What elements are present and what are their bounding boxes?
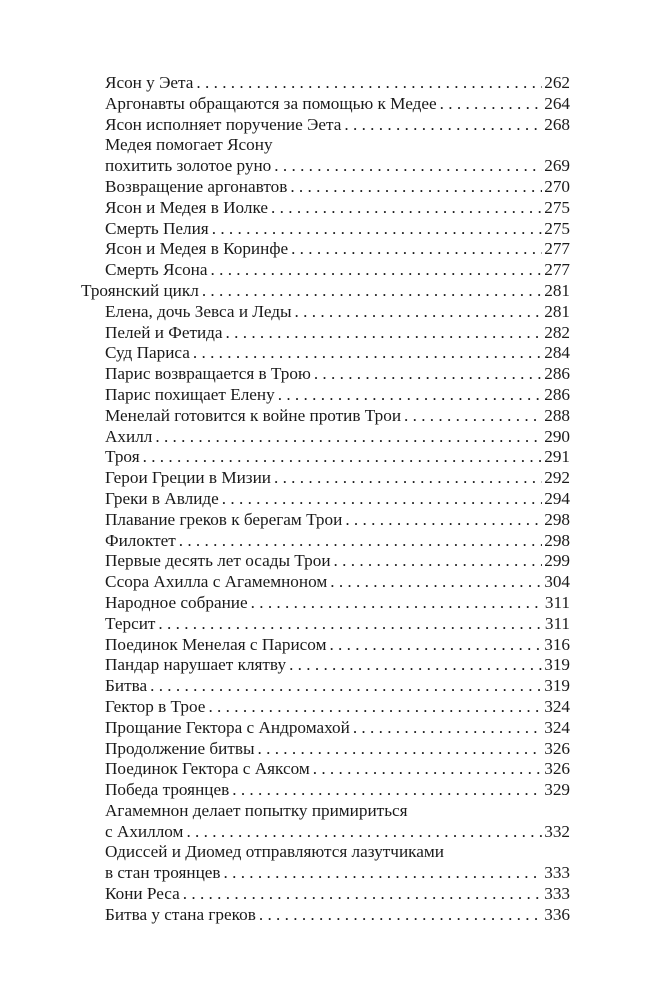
- toc-entry: [81, 655, 570, 676]
- dot-leader: [268, 198, 542, 219]
- toc-entry-title: Елена, дочь Зевса и Леды: [105, 301, 292, 321]
- toc-entry-title: Ахилл: [105, 426, 153, 446]
- dot-leader: [193, 73, 542, 94]
- toc-entry-title: Битва у стана греков: [105, 904, 256, 924]
- toc-entry-title: Кони Реса: [105, 884, 180, 904]
- dot-leader: [350, 718, 542, 739]
- toc-entry: [81, 343, 570, 364]
- toc-entry-title: Троянский цикл: [81, 280, 199, 300]
- dot-leader: [221, 863, 543, 884]
- toc-entry: [81, 364, 570, 385]
- dot-leader: [256, 905, 542, 926]
- toc-entry-line: [105, 73, 570, 94]
- toc-entry-page-number: 324: [544, 696, 570, 716]
- dot-leader: [180, 884, 542, 905]
- toc-entry-page-number: 304: [544, 572, 570, 592]
- toc-entry-line: [105, 94, 570, 115]
- toc-entry-line: [105, 593, 570, 614]
- toc-entry-title: с Ахиллом: [105, 821, 184, 841]
- toc-entry-line: [105, 780, 570, 801]
- dot-leader: [229, 780, 542, 801]
- toc-entry-title: Парис похищает Елену: [105, 384, 275, 404]
- toc-entry-title: в стан троянцев: [105, 863, 221, 883]
- toc-entry: [81, 780, 570, 801]
- toc-entry-line: [105, 759, 570, 780]
- toc-entry-title: Продолжение битвы: [105, 738, 255, 758]
- dot-leader: [176, 531, 542, 552]
- toc-entry-line: [81, 281, 570, 302]
- toc-entry-line: [105, 635, 570, 656]
- toc-entry-line: [105, 385, 570, 406]
- toc-entry-page-number: 298: [544, 530, 570, 550]
- dot-leader: [155, 614, 542, 635]
- toc-entry: [81, 239, 570, 260]
- toc-entry: [81, 551, 570, 572]
- toc-entry-title: Победа троянцев: [105, 780, 230, 800]
- toc-entry-title: Парис возвращается в Трою: [105, 364, 311, 384]
- toc-entry-page-number: 324: [544, 717, 570, 737]
- dot-leader: [255, 739, 543, 760]
- toc-entry-page-number: 281: [544, 280, 570, 300]
- dot-leader: [209, 219, 543, 240]
- dot-leader: [342, 510, 542, 531]
- toc-entry-page-number: 311: [544, 592, 570, 612]
- toc-entry: [81, 531, 570, 552]
- toc-entry-page-number: 275: [544, 197, 570, 217]
- dot-leader: [147, 676, 542, 697]
- toc-entry: [81, 842, 570, 884]
- dot-leader: [205, 697, 542, 718]
- toc-entry-title: Поединок Менелая с Парисом: [105, 634, 327, 654]
- toc-entry-title-line1: Медея помогает Ясону: [105, 135, 273, 155]
- toc-entry-title: Троя: [105, 447, 140, 467]
- toc-entry-line: [105, 551, 570, 572]
- dot-leader: [311, 364, 542, 385]
- toc-entry: [81, 489, 570, 510]
- toc-entry: [81, 614, 570, 635]
- toc-entry-title: Смерть Ясона: [105, 260, 208, 280]
- toc-entry: [81, 510, 570, 531]
- toc-entry-line: [105, 531, 570, 552]
- toc-entry-line: [105, 323, 570, 344]
- table-of-contents: [81, 73, 570, 926]
- toc-entry: [81, 447, 570, 468]
- toc-entry-page-number: 275: [544, 218, 570, 238]
- dot-leader: [208, 260, 543, 281]
- toc-entry-title: Филоктет: [105, 530, 176, 550]
- toc-entry: [81, 635, 570, 656]
- toc-entry-title: Менелай готовится к войне против Трои: [105, 405, 402, 425]
- toc-entry-line: [105, 198, 570, 219]
- toc-entry-line: [105, 655, 570, 676]
- toc-entry-line: [105, 489, 570, 510]
- dot-leader: [401, 406, 542, 427]
- toc-entry-title: Герои Греции в Мизии: [105, 468, 271, 488]
- toc-entry-line: [105, 343, 570, 364]
- dot-leader: [271, 468, 542, 489]
- toc-entry-title: Пелей и Фетида: [105, 322, 223, 342]
- toc-entry: [81, 219, 570, 240]
- toc-entry-page-number: 282: [544, 322, 570, 342]
- toc-entry-line: [105, 822, 570, 843]
- toc-entry-page-number: 284: [544, 343, 570, 363]
- dot-leader: [286, 655, 542, 676]
- toc-entry-page-number: 288: [544, 405, 570, 425]
- toc-entry-title: Возвращение аргонавтов: [105, 176, 288, 196]
- toc-entry: [81, 884, 570, 905]
- toc-entry-page-number: 333: [544, 863, 570, 883]
- toc-entry: [81, 905, 570, 926]
- toc-entry: [81, 323, 570, 344]
- dot-leader: [327, 572, 542, 593]
- toc-entry-page-number: 264: [544, 93, 570, 113]
- dot-leader: [287, 177, 542, 198]
- toc-entry: [81, 718, 570, 739]
- toc-entry-line: [105, 364, 570, 385]
- toc-entry: [81, 115, 570, 136]
- toc-entry-page-number: 299: [544, 551, 570, 571]
- dot-leader: [152, 427, 542, 448]
- dot-leader: [271, 156, 542, 177]
- toc-entry-line: [105, 510, 570, 531]
- toc-entry: [81, 135, 570, 177]
- toc-entry: [81, 739, 570, 760]
- dot-leader: [219, 489, 542, 510]
- toc-entry-page-number: 311: [544, 613, 570, 633]
- toc-entry-page-number: 333: [544, 884, 570, 904]
- dot-leader: [248, 593, 543, 614]
- toc-entry-line: [105, 156, 570, 177]
- toc-entry: [81, 198, 570, 219]
- toc-entry-line: [105, 447, 570, 468]
- dot-leader: [331, 551, 543, 572]
- toc-entry-title: Плавание греков к берегам Трои: [105, 509, 343, 529]
- toc-entry-title: Аргонавты обращаются за помощью к Медее: [105, 93, 437, 113]
- dot-leader: [326, 635, 542, 656]
- toc-entry: [81, 260, 570, 281]
- toc-entry-line: [105, 676, 570, 697]
- toc-entry-title: Битва: [105, 676, 148, 696]
- toc-entry: [81, 427, 570, 448]
- toc-entry-page-number: 286: [544, 364, 570, 384]
- toc-entry-title: Смерть Пелия: [105, 218, 209, 238]
- dot-leader: [288, 239, 542, 260]
- toc-entry-title: Ясон и Медея в Коринфе: [105, 239, 289, 259]
- toc-entry-line: [105, 884, 570, 905]
- dot-leader: [310, 759, 543, 780]
- toc-entry: [81, 177, 570, 198]
- toc-entry: [81, 406, 570, 427]
- toc-entry-title: Ясон и Медея в Иолке: [105, 197, 269, 217]
- toc-entry-page-number: 316: [544, 634, 570, 654]
- toc-entry: [81, 73, 570, 94]
- toc-entry-line: [105, 863, 570, 884]
- toc-entry-title: Первые десять лет осады Трои: [105, 551, 331, 571]
- toc-entry-line: [105, 697, 570, 718]
- toc-entry-title: Прощание Гектора с Андромахой: [105, 717, 350, 737]
- toc-entry-page-number: 269: [544, 156, 570, 176]
- dot-leader: [183, 822, 542, 843]
- toc-entry-page-number: 286: [544, 384, 570, 404]
- toc-entry: [81, 94, 570, 115]
- toc-entry-line: [105, 468, 570, 489]
- dot-leader: [437, 94, 543, 115]
- toc-entry: [81, 572, 570, 593]
- toc-entry-page-number: 298: [544, 509, 570, 529]
- dot-leader: [341, 115, 542, 136]
- toc-entry-title: Ясон исполняет поручение Эета: [105, 114, 342, 134]
- toc-entry-line: [105, 572, 570, 593]
- toc-entry-line: [105, 427, 570, 448]
- toc-entry-page-number: 319: [544, 676, 570, 696]
- toc-entry-line: [105, 239, 570, 260]
- dot-leader: [190, 343, 542, 364]
- toc-entry-line: [105, 406, 570, 427]
- toc-entry-page-number: 329: [544, 780, 570, 800]
- toc-entry-page-number: 294: [544, 488, 570, 508]
- toc-entry: [81, 385, 570, 406]
- toc-entry-page-number: 281: [544, 301, 570, 321]
- toc-entry: [81, 759, 570, 780]
- toc-entry-title-line1: Агамемнон делает попытку примириться: [105, 800, 408, 820]
- toc-entry-title: Ссора Ахилла с Агамемноном: [105, 572, 328, 592]
- toc-entry-title: Терсит: [105, 613, 156, 633]
- dot-leader: [199, 281, 542, 302]
- toc-entry: [81, 801, 570, 843]
- toc-entry-title: Ясон у Эета: [105, 73, 194, 92]
- toc-entry-title: похитить золотое руно: [105, 156, 272, 176]
- toc-entry-page-number: 277: [544, 260, 570, 280]
- toc-entry: [81, 676, 570, 697]
- toc-entry-page-number: 277: [544, 239, 570, 259]
- toc-entry-title: Суд Париса: [105, 343, 190, 363]
- toc-entry-title-line1: Одиссей и Диомед отправляются лазутчиками: [105, 842, 444, 862]
- toc-section-entry: [81, 281, 570, 302]
- toc-entry: [81, 302, 570, 323]
- toc-entry-page-number: 262: [544, 73, 570, 92]
- toc-entry-page-number: 270: [544, 176, 570, 196]
- toc-entry-line: [105, 302, 570, 323]
- toc-entry-line: [105, 115, 570, 136]
- toc-entry-title: Поединок Гектора с Аяксом: [105, 759, 310, 779]
- toc-entry: [81, 697, 570, 718]
- toc-entry: [81, 593, 570, 614]
- toc-entry-line: [105, 739, 570, 760]
- dot-leader: [223, 323, 543, 344]
- toc-entry-title: Народное собрание: [105, 592, 248, 612]
- toc-entry-page-number: 326: [544, 738, 570, 758]
- toc-entry-line: [105, 219, 570, 240]
- toc-entry-title: Пандар нарушает клятву: [105, 655, 287, 675]
- toc-entry: [81, 468, 570, 489]
- dot-leader: [292, 302, 543, 323]
- toc-entry-page-number: 290: [544, 426, 570, 446]
- toc-entry-line: [105, 260, 570, 281]
- dot-leader: [140, 447, 543, 468]
- toc-entry-line: [105, 614, 570, 635]
- toc-entry-line: [105, 905, 570, 926]
- toc-entry-page-number: 319: [544, 655, 570, 675]
- toc-entry-title: Гектор в Трое: [105, 696, 206, 716]
- toc-entry-page-number: 291: [544, 447, 570, 467]
- toc-entry-page-number: 336: [544, 904, 570, 924]
- toc-entry-page-number: 332: [544, 821, 570, 841]
- toc-entry-page-number: 292: [544, 468, 570, 488]
- toc-entry-line: [105, 177, 570, 198]
- toc-entry-title: Греки в Авлиде: [105, 488, 219, 508]
- toc-entry-line: [105, 718, 570, 739]
- toc-entry-page-number: 268: [544, 114, 570, 134]
- toc-entry-page-number: 326: [544, 759, 570, 779]
- dot-leader: [275, 385, 543, 406]
